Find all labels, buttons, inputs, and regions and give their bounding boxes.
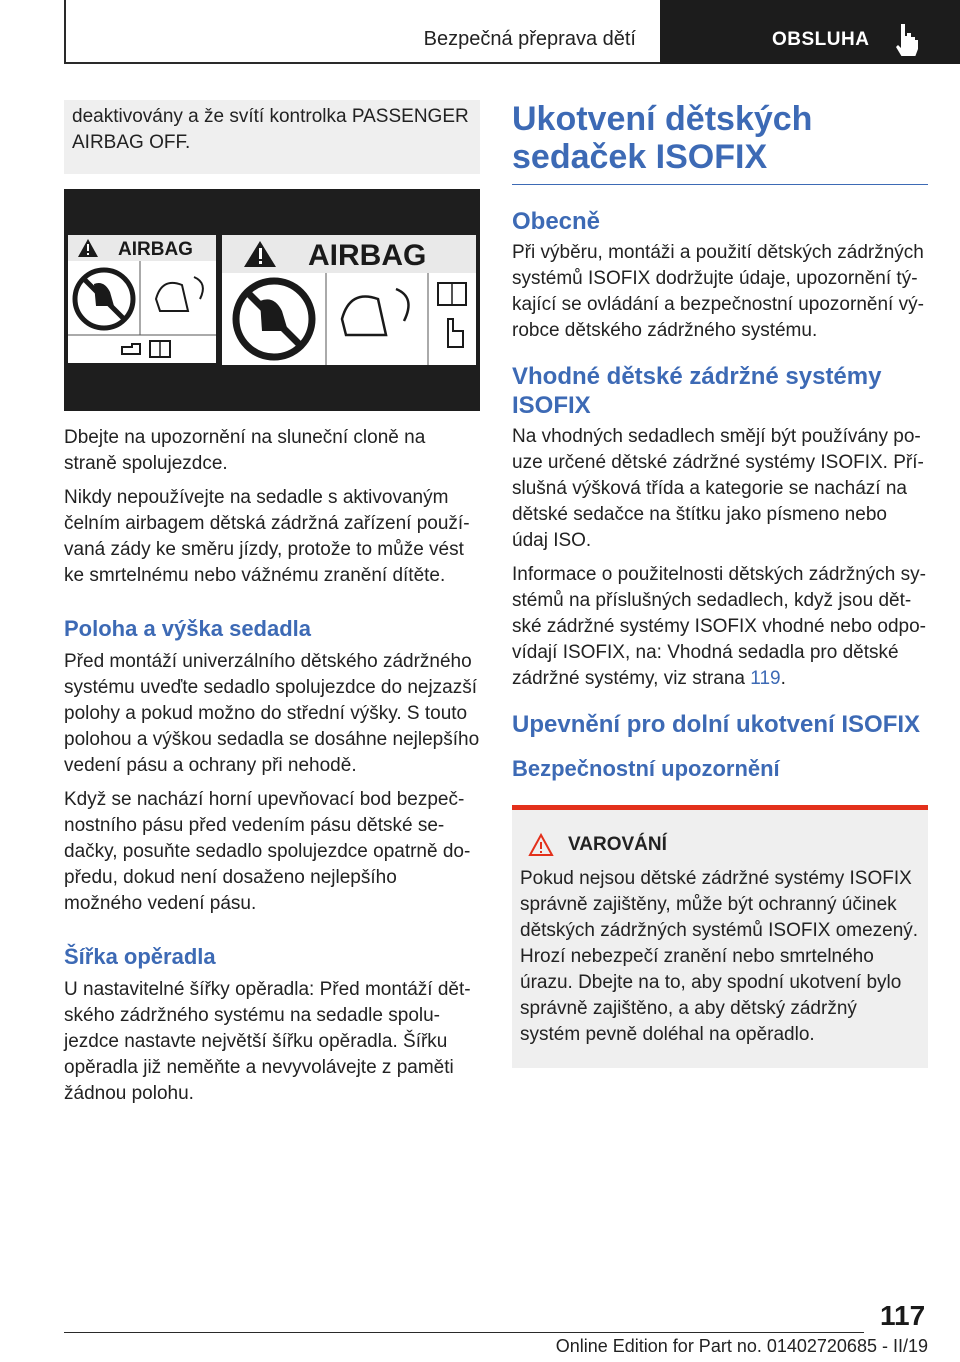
footer-rule (64, 1332, 864, 1333)
heading-seat-position: Poloha a výška sedadla (64, 616, 312, 641)
section-title: Bezpečná přeprava dětí (423, 28, 636, 50)
warning-title (528, 830, 920, 860)
page-reference-link[interactable]: 119 (750, 668, 781, 689)
edition-text: Online Edition for Part no. 01402720685 - II/19 (555, 1336, 928, 1356)
chapter-tab-label: OBSLUHA (772, 29, 870, 50)
airbag-label-illustration (64, 189, 480, 411)
paragraph-text: Informace o použitelnosti dětských zádržných sy-stémů na příslušných sedadlech, když jsou dět-ské zádržné systémy ISOFIX vhodné nebo odpo-vídají ISOFIX, na: Vhodná sedadla pro dětské zádržné systémy, viz strana (512, 564, 926, 689)
paragraph: Na vhodných sedadlech smějí být používány po-uze určené dětské zádržné systémy ISOFIX. Pří-slušná výšková třída a kategorie se nachází na dětské sedačce na štítku jako písmeno nebo údaj ISO. (512, 426, 924, 551)
paragraph: Při výběru, montáži a použití dětských zádržných systémů ISOFIX dodržujte údaje, upozornění tý-kající se ovládání a bezpečnostní upozornění vý-robce dětského zádržného systému. (512, 242, 924, 341)
heading-suitable-systems: Vhodné dětské zádržné systémy ISOFIX (512, 363, 882, 419)
page-number: 117 (880, 1300, 926, 1331)
warning-triangle-icon (528, 833, 554, 857)
airbag-label-small: AIRBAG (118, 239, 193, 260)
heading-lower-anchorage: Upevnění pro dolní ukotvení ISOFIX (512, 711, 921, 738)
airbag-label-large: AIRBAG (308, 239, 427, 272)
chapter-tab[interactable] (660, 0, 960, 64)
page-title: Ukotvení dětských sedaček ISOFIX (512, 100, 928, 185)
paragraph: Když se nachází horní upevňovací bod bezpeč-nostního pásu před vedením pásu dětské se-dačky, posuňte sedadlo spolujezdce opatrně do-předu, dokud není dosaženo nejlepšího možného vedení pásu. (64, 789, 471, 914)
paragraph-end: . (780, 668, 786, 689)
heading-safety-notes: Bezpečnostní upozornění (512, 756, 780, 781)
paragraph (512, 562, 928, 692)
left-column (64, 100, 480, 1107)
warning-text: Pokud nejsou dětské zádržné systémy ISOFIX správně zajištěny, může být ochranný účinek dětských zádržných systémů ISOFIX omezený. Hrozí nebezpečí zranění nebo smrtelného úrazu. Dbejte na to, aby spodní ukotvení bylo správně zajištěno, a aby dětský zádržný systém pevně doléhal na opěradlo. (520, 868, 919, 1045)
airbag-label-figure (64, 189, 480, 411)
paragraph: Dbejte na upozornění na sluneční cloně na straně spolujezdce. (64, 427, 426, 474)
header-rule-horizontal (64, 62, 660, 64)
note-text: deaktivovány a že svítí kontrolka PASSENGER AIRBAG OFF. (72, 106, 469, 153)
hand-pointer-icon (892, 22, 922, 56)
warning-title-label: VAROVÁNÍ (568, 834, 667, 855)
paragraph: Před montáží univerzálního dětského zádržného systému uveďte sedadlo spolujezdce do nejzazší polohy a pokud možno do střední výšky. S touto polohou a výškou sedadla se dosáhne nejlepšího vedení pásu a ochrany při nehodě. (64, 651, 480, 776)
heading-backrest-width: Šířka opěradla (64, 944, 216, 969)
heading-general: Obecně (512, 208, 601, 235)
note-box (64, 100, 480, 174)
paragraph: Nikdy nepoužívejte na sedadle s aktivovaným čelním airbagem dětská zádržná zařízení použí-vaná zády ke směru jízdy, protože to může vést ke smrtelnému nebo vážnému zranění dítěte. (64, 487, 470, 586)
right-column (512, 100, 928, 1068)
warning-box (512, 805, 928, 1068)
header-rule-vertical (64, 0, 66, 64)
paragraph: U nastavitelné šířky opěradla: Před montáží dět-ského zádržného systému na sedadle spolu-jezdce nastavte největší šířku opěradla. Šířku opěradla již neměňte a nevyvolávejte z paměti žádnou polohu. (64, 979, 471, 1104)
